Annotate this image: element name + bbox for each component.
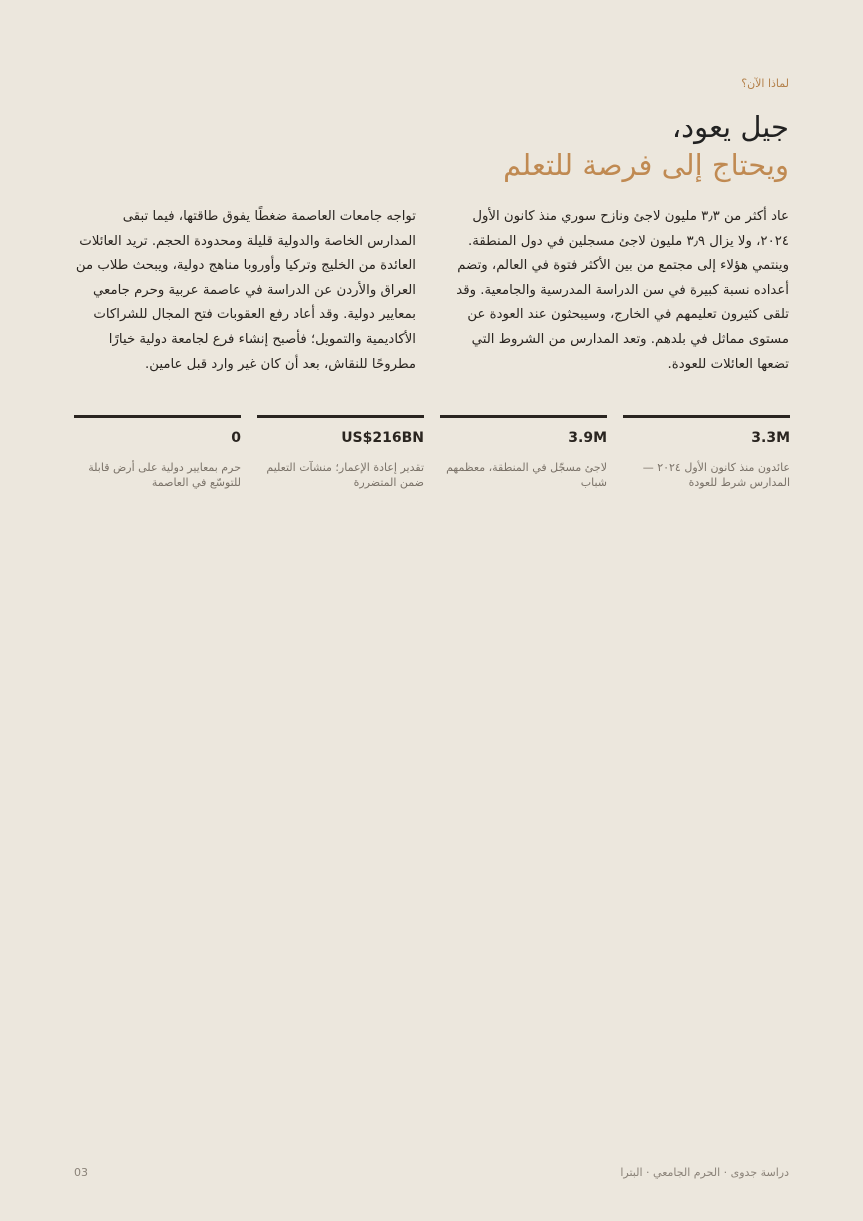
stats-row (74, 415, 790, 490)
stat-reconstruction (257, 415, 424, 490)
section-eyebrow: لماذا الآن؟ (741, 77, 789, 90)
page-number: 03 (74, 1166, 88, 1179)
stat-value: 0 (231, 430, 241, 446)
stat-label: تقدير إعادة الإعمار؛ منشآت التعليم ضمن المتضررة (266, 461, 424, 489)
stat-value: US$216BN (341, 430, 424, 446)
page-title-line-2: ويحتاج إلى فرصة للتعلم (503, 148, 789, 182)
stat-label: حرم بمعايير دولية على أرض قابلة للتوسّع في العاصمة (88, 461, 241, 489)
stat-refugees (440, 415, 607, 490)
stat-label: عائدون منذ كانون الأول ٢٠٢٤ — المدارس شرط للعودة (642, 461, 790, 489)
stat-label: لاجئ مسجّل في المنطقة، معظمهم شباب (446, 461, 607, 489)
stat-value: 3.3M (751, 430, 790, 446)
stat-campuses (74, 415, 241, 490)
stat-returnees (623, 415, 790, 490)
page-title-line-1: جيل يعود، (671, 110, 789, 144)
stat-value: 3.9M (568, 430, 607, 446)
footer-document-title: دراسة جدوى · الحرم الجامعي · البترا (620, 1166, 789, 1179)
body-column-right: عاد أكثر من ٣٫٣ مليون لاجئ ونازح سوري منذ كانون الأول ٢٠٢٤، ولا يزال ٣٫٩ مليون لاجئ مسجلين في دول المنطقة. وينتمي هؤلاء إلى مجتمع من بين الأكثر فتوة في العالم، وتضم أعداده نسبة كبيرة في سن الدراسة المدرسية والجامعية. وقد تلقى كثيرون تعليمهم في الخارج، وسيبحثون عند العودة عن مستوى مماثل في بلدهم. وتعد المدارس من الشروط التي تضعها العائلات للعودة. (456, 209, 789, 372)
body-column-left: تواجه جامعات العاصمة ضغطًا يفوق طاقتها، فيما تبقى المدارس الخاصة والدولية قليلة ومحدودة الحجم. تريد العائلات العائدة من الخليج وتركيا وأوروبا مناهج دولية، ويبحث طلاب من العراق والأردن عن الدراسة في عاصمة عربية وحرم جامعي بمعايير دولية. وقد أعاد رفع العقوبات فتح المجال للشراكات الأكاديمية والتمويل؛ فأصبح إنشاء فرع لجامعة دولية خيارًا مطروحًا للنقاش، بعد أن كان غير وارد قبل عامين. (75, 209, 416, 372)
